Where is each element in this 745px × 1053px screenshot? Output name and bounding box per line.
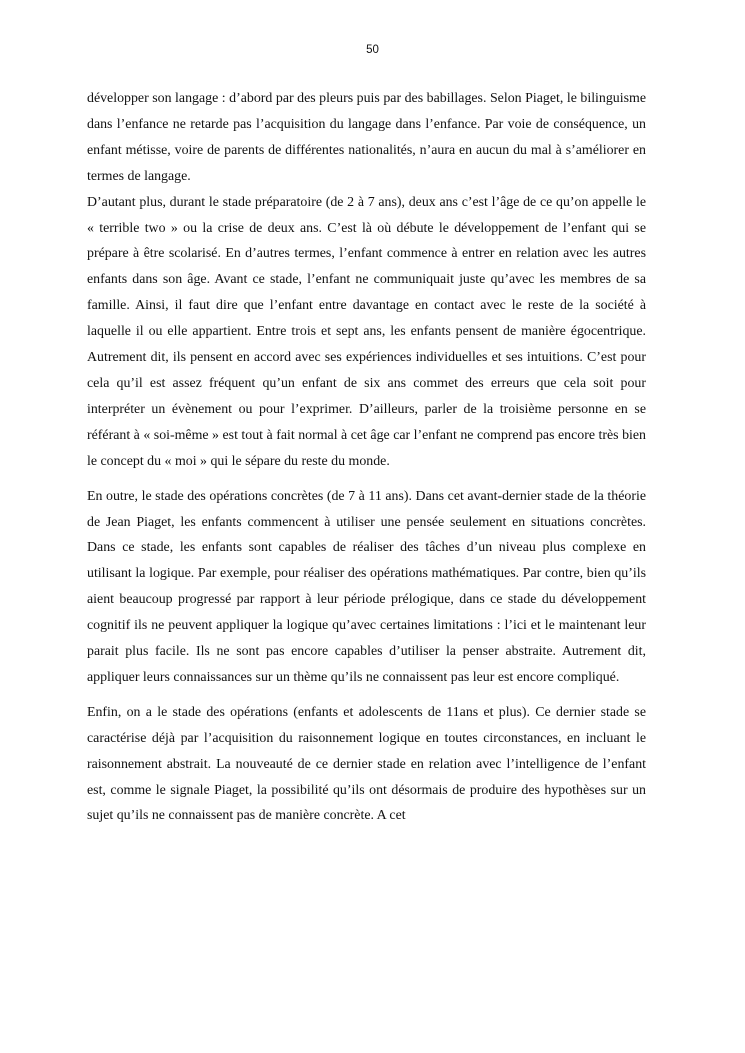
paragraph-preoperational-stage: D’autant plus, durant le stade préparatoire (de 2 à 7 ans), deux ans c’est l’âge de ce qu’on appelle le « terrible two » ou la crise de deux ans. C’est là où débute le développement de l’enfant qui se prépare à être scolarisé. En d’autres termes, l’enfant commence à entrer en relation avec les autres enfants dans son âge. Avant ce stade, l’enfant ne communiquait juste qu’avec les membres de sa famille. Ainsi, il faut dire que l’enfant entre davantage en contact avec le reste de la société à laquelle il ou elle appartient. Entre trois et sept ans, les enfants pensent de manière égocentrique. Autrement dit, ils pensent en accord avec ses expériences individuelles et ses intuitions. C’est pour cela qu’il est assez fréquent qu’un enfant de six ans commet des erreurs que cela soit pour interpréter un évènement ou pour l’exprimer. D’ailleurs, parler de la troisième personne en se référant à « soi-même » est tout à fait normal à cet âge car l’enfant ne comprend pas encore très bien le concept du « moi » qui le sépare du reste du monde. — [87, 194, 646, 469]
paragraph-concrete-operations-stage: En outre, le stade des opérations concrètes (de 7 à 11 ans). Dans cet avant-dernier stade de la théorie de Jean Piaget, les enfants commencent à utiliser une pensée seulement en situations concrètes. Dans ce stade, les enfants sont capables de réaliser des tâches d’un niveau plus complexe en utilisant la logique. Par exemple, pour réaliser des opérations mathématiques. Par contre, bien qu’ils aient beaucoup progressé par rapport à leur période prélogique, dans ce stade du développement cognitif ils ne peuvent appliquer la logique qu’avec certaines limitations : l’ici et le maintenant leur parait plus facile. Ils ne sont pas encore capables d’utiliser la penser abstraite. Autrement dit, appliquer leurs connaissances sur un thème qu’ils ne connaissent pas leur est encore compliqué. — [87, 488, 646, 685]
paragraph-formal-operations-stage: Enfin, on a le stade des opérations (enfants et adolescents de 11ans et plus). Ce dernier stade se caractérise déjà par l’acquisition du raisonnement logique en toutes circonstances, en incluant le raisonnement abstrait. La nouveauté de ce dernier stade en relation avec l’intelligence de l’enfant est, comme le signale Piaget, la possibilité qu’ils ont désormais de produire des hypothèses sur un sujet qu’ils ne connaissent pas de manière concrète. A cet — [87, 704, 646, 824]
page-number: 50 — [366, 44, 379, 56]
paragraph-language-development: développer son langage : d’abord par des pleurs puis par des babillages. Selon Piaget, le bilinguisme dans l’enfance ne retarde pas l’acquisition du langage dans l’enfance. Par voie de conséquence, un enfant métisse, voire de parents de différentes nationalités, n’aura en aucun du mal à s’améliorer en termes de langage. — [87, 91, 646, 184]
body-text — [87, 86, 646, 829]
